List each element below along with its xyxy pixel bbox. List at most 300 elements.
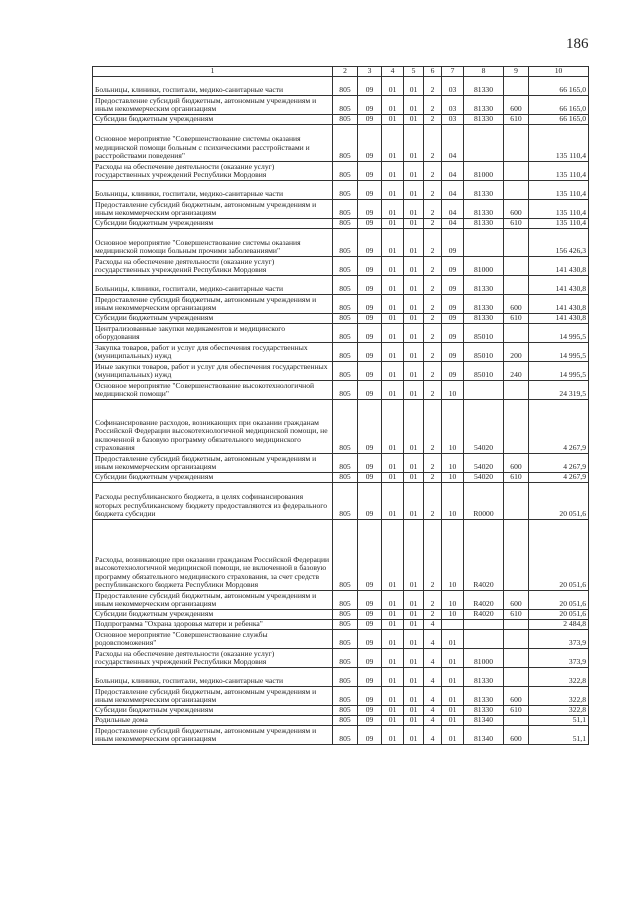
table-row bbox=[93, 324, 589, 343]
code-vr-cell: 610 bbox=[504, 314, 529, 324]
code-gl-cell: 805 bbox=[333, 362, 358, 381]
code-cs4-cell bbox=[464, 381, 504, 400]
code-cs1-cell: 01 bbox=[404, 649, 424, 668]
code-rz-cell: 09 bbox=[358, 520, 382, 591]
description-cell: Расходы республиканского бюджета, в целях софинансирования которых республиканскому бюджету предоставляются из федерального бюджета субсидии bbox=[93, 483, 333, 520]
amount-cell: 135 110,4 bbox=[529, 125, 589, 162]
description-cell: Предоставление субсидий бюджетным, автономным учреждениям и иным некоммерческим организациям bbox=[93, 454, 333, 473]
code-vr-cell bbox=[504, 229, 529, 257]
code-rz-cell: 09 bbox=[358, 77, 382, 96]
code-vr-cell bbox=[504, 520, 529, 591]
code-rz-cell: 09 bbox=[358, 115, 382, 125]
code-cs1-cell: 01 bbox=[404, 591, 424, 610]
table-row bbox=[93, 630, 589, 649]
table-row bbox=[93, 77, 589, 96]
code-cs4-cell: 54020 bbox=[464, 454, 504, 473]
code-gl-cell: 805 bbox=[333, 620, 358, 630]
code-cs3-cell: 09 bbox=[442, 276, 464, 295]
code-cs1-cell: 01 bbox=[404, 687, 424, 706]
code-rz-cell: 09 bbox=[358, 276, 382, 295]
code-cs4-cell: 81330 bbox=[464, 181, 504, 200]
code-gl-cell: 805 bbox=[333, 219, 358, 229]
code-pr-cell: 01 bbox=[382, 257, 404, 276]
code-rz-cell: 09 bbox=[358, 706, 382, 716]
code-cs1-cell: 01 bbox=[404, 520, 424, 591]
code-gl-cell: 805 bbox=[333, 610, 358, 620]
code-cs3-cell: 09 bbox=[442, 324, 464, 343]
code-cs2-cell: 2 bbox=[424, 115, 442, 125]
code-cs3-cell: 03 bbox=[442, 115, 464, 125]
code-cs1-cell: 01 bbox=[404, 77, 424, 96]
code-gl-cell: 805 bbox=[333, 400, 358, 454]
table-row bbox=[93, 687, 589, 706]
header-cell: 2 bbox=[333, 67, 358, 77]
description-cell: Субсидии бюджетным учреждениям bbox=[93, 610, 333, 620]
description-cell: Расходы на обеспечение деятельности (оказание услуг) государственных учреждений Республики Мордовия bbox=[93, 257, 333, 276]
code-cs3-cell: 01 bbox=[442, 716, 464, 726]
code-cs3-cell: 03 bbox=[442, 96, 464, 115]
header-cell: 4 bbox=[382, 67, 404, 77]
description-cell: Предоставление субсидий бюджетным, автономным учреждениям и иным некоммерческим организациям bbox=[93, 687, 333, 706]
code-cs4-cell: 81330 bbox=[464, 295, 504, 314]
amount-cell: 20 051,6 bbox=[529, 520, 589, 591]
description-cell: Подпрограмма "Охрана здоровья матери и ребенка" bbox=[93, 620, 333, 630]
code-vr-cell bbox=[504, 125, 529, 162]
amount-cell: 141 430,8 bbox=[529, 295, 589, 314]
code-cs2-cell: 4 bbox=[424, 668, 442, 687]
table-row bbox=[93, 162, 589, 181]
code-vr-cell bbox=[504, 649, 529, 668]
description-cell: Закупка товаров, работ и услуг для обеспечения государственных (муниципальных) нужд bbox=[93, 343, 333, 362]
description-cell: Родильные дома bbox=[93, 716, 333, 726]
code-cs4-cell: 81330 bbox=[464, 314, 504, 324]
code-cs4-cell: 85010 bbox=[464, 362, 504, 381]
code-cs1-cell: 01 bbox=[404, 257, 424, 276]
table-row bbox=[93, 181, 589, 200]
code-cs2-cell: 4 bbox=[424, 716, 442, 726]
header-cell: 5 bbox=[404, 67, 424, 77]
code-vr-cell bbox=[504, 162, 529, 181]
code-cs3-cell: 04 bbox=[442, 219, 464, 229]
code-cs1-cell: 01 bbox=[404, 400, 424, 454]
table-row bbox=[93, 649, 589, 668]
code-vr-cell bbox=[504, 630, 529, 649]
code-vr-cell: 610 bbox=[504, 115, 529, 125]
code-rz-cell: 09 bbox=[358, 229, 382, 257]
table-row bbox=[93, 295, 589, 314]
code-gl-cell: 805 bbox=[333, 162, 358, 181]
description-cell: Предоставление субсидий бюджетным, автономным учреждениям и иным некоммерческим организациям bbox=[93, 591, 333, 610]
amount-cell: 51,1 bbox=[529, 726, 589, 745]
code-gl-cell: 805 bbox=[333, 229, 358, 257]
code-cs4-cell: 81330 bbox=[464, 668, 504, 687]
code-vr-cell: 610 bbox=[504, 610, 529, 620]
amount-cell: 156 426,3 bbox=[529, 229, 589, 257]
code-rz-cell: 09 bbox=[358, 219, 382, 229]
code-vr-cell: 600 bbox=[504, 200, 529, 219]
code-gl-cell: 805 bbox=[333, 295, 358, 314]
description-cell: Основное мероприятие "Совершенствование службы родовспоможения" bbox=[93, 630, 333, 649]
code-gl-cell: 805 bbox=[333, 381, 358, 400]
code-rz-cell: 09 bbox=[358, 668, 382, 687]
code-cs2-cell: 2 bbox=[424, 229, 442, 257]
code-cs2-cell: 2 bbox=[424, 162, 442, 181]
code-vr-cell: 200 bbox=[504, 343, 529, 362]
code-cs4-cell: 81330 bbox=[464, 706, 504, 716]
code-vr-cell bbox=[504, 381, 529, 400]
code-rz-cell: 09 bbox=[358, 181, 382, 200]
code-vr-cell bbox=[504, 324, 529, 343]
code-vr-cell: 600 bbox=[504, 687, 529, 706]
code-cs1-cell: 01 bbox=[404, 162, 424, 181]
code-pr-cell: 01 bbox=[382, 229, 404, 257]
code-cs1-cell: 01 bbox=[404, 630, 424, 649]
amount-cell: 66 165,0 bbox=[529, 96, 589, 115]
page-number: 186 bbox=[566, 36, 589, 52]
code-rz-cell: 09 bbox=[358, 726, 382, 745]
code-cs1-cell: 01 bbox=[404, 115, 424, 125]
code-cs4-cell: 81330 bbox=[464, 115, 504, 125]
code-cs2-cell: 4 bbox=[424, 630, 442, 649]
table-row bbox=[93, 381, 589, 400]
table-row bbox=[93, 257, 589, 276]
amount-cell: 4 267,9 bbox=[529, 400, 589, 454]
code-cs2-cell: 4 bbox=[424, 687, 442, 706]
code-cs3-cell: 04 bbox=[442, 125, 464, 162]
code-cs1-cell: 01 bbox=[404, 276, 424, 295]
description-cell: Основное мероприятие "Совершенствование системы оказания медицинской помощи больным с психическими расстройствами и расстройствами поведения" bbox=[93, 125, 333, 162]
code-pr-cell: 01 bbox=[382, 125, 404, 162]
code-rz-cell: 09 bbox=[358, 716, 382, 726]
code-gl-cell: 805 bbox=[333, 96, 358, 115]
description-cell: Больницы, клиники, госпитали, медико-санитарные части bbox=[93, 181, 333, 200]
table-body bbox=[93, 67, 589, 745]
description-cell: Основное мероприятие "Совершенствование системы оказания медицинской помощи больным прочими заболеваниями" bbox=[93, 229, 333, 257]
code-cs3-cell: 10 bbox=[442, 400, 464, 454]
code-cs4-cell: 81330 bbox=[464, 77, 504, 96]
code-vr-cell: 600 bbox=[504, 295, 529, 314]
code-cs4-cell bbox=[464, 630, 504, 649]
amount-cell: 373,9 bbox=[529, 630, 589, 649]
code-gl-cell: 805 bbox=[333, 591, 358, 610]
code-cs3-cell bbox=[442, 620, 464, 630]
code-vr-cell: 600 bbox=[504, 726, 529, 745]
code-cs2-cell: 2 bbox=[424, 257, 442, 276]
amount-cell: 135 110,4 bbox=[529, 181, 589, 200]
code-cs2-cell: 4 bbox=[424, 649, 442, 668]
header-cell: 1 bbox=[93, 67, 333, 77]
code-gl-cell: 805 bbox=[333, 706, 358, 716]
description-cell: Субсидии бюджетным учреждениям bbox=[93, 219, 333, 229]
code-gl-cell: 805 bbox=[333, 77, 358, 96]
code-rz-cell: 09 bbox=[358, 483, 382, 520]
description-cell: Предоставление субсидий бюджетным, автономным учреждениям и иным некоммерческим организациям bbox=[93, 200, 333, 219]
code-gl-cell: 805 bbox=[333, 343, 358, 362]
amount-cell: 373,9 bbox=[529, 649, 589, 668]
code-cs4-cell: 81330 bbox=[464, 219, 504, 229]
code-rz-cell: 09 bbox=[358, 591, 382, 610]
amount-cell: 20 051,6 bbox=[529, 483, 589, 520]
code-cs3-cell: 04 bbox=[442, 181, 464, 200]
description-cell: Расходы, возникающие при оказании гражданам Российской Федерации высокотехнологичной медицинской помощи, не включенной в базовую программу обязательного медицинского страхования, за счет средств республиканского бюджета Республики Мордовия bbox=[93, 520, 333, 591]
code-pr-cell: 01 bbox=[382, 324, 404, 343]
code-cs3-cell: 04 bbox=[442, 162, 464, 181]
code-cs2-cell: 2 bbox=[424, 276, 442, 295]
header-cell: 3 bbox=[358, 67, 382, 77]
code-pr-cell: 01 bbox=[382, 400, 404, 454]
code-cs1-cell: 01 bbox=[404, 295, 424, 314]
code-cs4-cell: 81340 bbox=[464, 716, 504, 726]
amount-cell: 135 110,4 bbox=[529, 200, 589, 219]
description-cell: Больницы, клиники, госпитали, медико-санитарные части bbox=[93, 668, 333, 687]
code-cs1-cell: 01 bbox=[404, 668, 424, 687]
code-cs1-cell: 01 bbox=[404, 362, 424, 381]
code-vr-cell: 610 bbox=[504, 219, 529, 229]
description-cell: Предоставление субсидий бюджетным, автономным учреждениям и иным некоммерческим организациям bbox=[93, 726, 333, 745]
table-row bbox=[93, 96, 589, 115]
code-cs1-cell: 01 bbox=[404, 610, 424, 620]
code-cs4-cell: 54020 bbox=[464, 400, 504, 454]
code-pr-cell: 01 bbox=[382, 620, 404, 630]
code-rz-cell: 09 bbox=[358, 381, 382, 400]
code-rz-cell: 09 bbox=[358, 649, 382, 668]
code-vr-cell bbox=[504, 181, 529, 200]
table-row bbox=[93, 276, 589, 295]
code-cs4-cell: 54020 bbox=[464, 473, 504, 483]
code-cs1-cell: 01 bbox=[404, 125, 424, 162]
code-cs3-cell: 10 bbox=[442, 591, 464, 610]
code-gl-cell: 805 bbox=[333, 276, 358, 295]
code-cs3-cell: 01 bbox=[442, 649, 464, 668]
amount-cell: 66 165,0 bbox=[529, 115, 589, 125]
table-row bbox=[93, 668, 589, 687]
code-cs1-cell: 01 bbox=[404, 716, 424, 726]
table-row bbox=[93, 115, 589, 125]
code-gl-cell: 805 bbox=[333, 630, 358, 649]
amount-cell: 51,1 bbox=[529, 716, 589, 726]
code-cs1-cell: 01 bbox=[404, 473, 424, 483]
code-cs2-cell: 2 bbox=[424, 125, 442, 162]
code-pr-cell: 01 bbox=[382, 630, 404, 649]
amount-cell: 141 430,8 bbox=[529, 276, 589, 295]
code-cs4-cell: 81000 bbox=[464, 649, 504, 668]
code-cs1-cell: 01 bbox=[404, 229, 424, 257]
code-cs3-cell: 09 bbox=[442, 295, 464, 314]
description-cell: Субсидии бюджетным учреждениям bbox=[93, 314, 333, 324]
code-cs4-cell: 81340 bbox=[464, 726, 504, 745]
code-pr-cell: 01 bbox=[382, 295, 404, 314]
amount-cell: 322,8 bbox=[529, 687, 589, 706]
code-gl-cell: 805 bbox=[333, 314, 358, 324]
code-gl-cell: 805 bbox=[333, 716, 358, 726]
code-vr-cell: 600 bbox=[504, 591, 529, 610]
table-row bbox=[93, 726, 589, 745]
code-cs2-cell: 2 bbox=[424, 591, 442, 610]
amount-cell: 66 165,0 bbox=[529, 77, 589, 96]
description-cell: Предоставление субсидий бюджетным, автономным учреждениям и иным некоммерческим организациям bbox=[93, 295, 333, 314]
code-rz-cell: 09 bbox=[358, 400, 382, 454]
code-cs1-cell: 01 bbox=[404, 726, 424, 745]
code-pr-cell: 01 bbox=[382, 362, 404, 381]
code-cs2-cell: 2 bbox=[424, 400, 442, 454]
table-row bbox=[93, 610, 589, 620]
table-row bbox=[93, 219, 589, 229]
table-row bbox=[93, 362, 589, 381]
code-rz-cell: 09 bbox=[358, 620, 382, 630]
code-rz-cell: 09 bbox=[358, 687, 382, 706]
amount-cell: 2 484,8 bbox=[529, 620, 589, 630]
code-pr-cell: 01 bbox=[382, 115, 404, 125]
code-cs4-cell: 85010 bbox=[464, 324, 504, 343]
code-rz-cell: 09 bbox=[358, 473, 382, 483]
code-cs1-cell: 01 bbox=[404, 324, 424, 343]
code-rz-cell: 09 bbox=[358, 314, 382, 324]
code-rz-cell: 09 bbox=[358, 454, 382, 473]
code-cs2-cell: 4 bbox=[424, 726, 442, 745]
code-pr-cell: 01 bbox=[382, 649, 404, 668]
table-row bbox=[93, 520, 589, 591]
code-cs1-cell: 01 bbox=[404, 483, 424, 520]
code-cs2-cell: 2 bbox=[424, 219, 442, 229]
description-cell: Иные закупки товаров, работ и услуг для обеспечения государственных (муниципальных) нужд bbox=[93, 362, 333, 381]
code-cs4-cell: R0000 bbox=[464, 483, 504, 520]
code-gl-cell: 805 bbox=[333, 324, 358, 343]
code-gl-cell: 805 bbox=[333, 257, 358, 276]
code-pr-cell: 01 bbox=[382, 219, 404, 229]
code-cs3-cell: 01 bbox=[442, 687, 464, 706]
code-cs2-cell: 2 bbox=[424, 295, 442, 314]
header-cell: 7 bbox=[442, 67, 464, 77]
code-cs3-cell: 01 bbox=[442, 668, 464, 687]
code-gl-cell: 805 bbox=[333, 115, 358, 125]
code-vr-cell bbox=[504, 620, 529, 630]
code-pr-cell: 01 bbox=[382, 668, 404, 687]
code-cs4-cell: 81330 bbox=[464, 200, 504, 219]
table-row bbox=[93, 706, 589, 716]
description-cell: Расходы на обеспечение деятельности (оказание услуг) государственных учреждений Республики Мордовия bbox=[93, 162, 333, 181]
table-row bbox=[93, 229, 589, 257]
code-vr-cell bbox=[504, 257, 529, 276]
code-vr-cell: 610 bbox=[504, 706, 529, 716]
code-gl-cell: 805 bbox=[333, 726, 358, 745]
code-cs2-cell: 2 bbox=[424, 483, 442, 520]
code-vr-cell: 600 bbox=[504, 454, 529, 473]
code-pr-cell: 01 bbox=[382, 200, 404, 219]
table-row bbox=[93, 591, 589, 610]
code-cs2-cell: 2 bbox=[424, 96, 442, 115]
table-row bbox=[93, 716, 589, 726]
amount-cell: 24 319,5 bbox=[529, 381, 589, 400]
code-cs3-cell: 09 bbox=[442, 229, 464, 257]
code-rz-cell: 09 bbox=[358, 362, 382, 381]
code-pr-cell: 01 bbox=[382, 314, 404, 324]
code-cs1-cell: 01 bbox=[404, 314, 424, 324]
budget-table bbox=[92, 66, 589, 745]
code-pr-cell: 01 bbox=[382, 473, 404, 483]
code-cs2-cell: 2 bbox=[424, 454, 442, 473]
code-pr-cell: 01 bbox=[382, 162, 404, 181]
code-gl-cell: 805 bbox=[333, 473, 358, 483]
code-cs3-cell: 10 bbox=[442, 610, 464, 620]
code-rz-cell: 09 bbox=[358, 324, 382, 343]
code-pr-cell: 01 bbox=[382, 276, 404, 295]
code-cs3-cell: 04 bbox=[442, 200, 464, 219]
table-row bbox=[93, 473, 589, 483]
code-pr-cell: 01 bbox=[382, 77, 404, 96]
code-rz-cell: 09 bbox=[358, 125, 382, 162]
code-cs3-cell: 10 bbox=[442, 381, 464, 400]
code-cs3-cell: 10 bbox=[442, 454, 464, 473]
code-cs1-cell: 01 bbox=[404, 96, 424, 115]
code-vr-cell bbox=[504, 77, 529, 96]
amount-cell: 322,8 bbox=[529, 668, 589, 687]
description-cell: Расходы на обеспечение деятельности (оказание услуг) государственных учреждений Республики Мордовия bbox=[93, 649, 333, 668]
table-row bbox=[93, 620, 589, 630]
code-cs2-cell: 2 bbox=[424, 200, 442, 219]
code-vr-cell: 600 bbox=[504, 96, 529, 115]
amount-cell: 141 430,8 bbox=[529, 314, 589, 324]
code-cs4-cell: 81000 bbox=[464, 257, 504, 276]
code-rz-cell: 09 bbox=[358, 96, 382, 115]
code-vr-cell: 610 bbox=[504, 473, 529, 483]
code-cs4-cell: R4020 bbox=[464, 520, 504, 591]
code-gl-cell: 805 bbox=[333, 200, 358, 219]
table-row bbox=[93, 343, 589, 362]
code-gl-cell: 805 bbox=[333, 687, 358, 706]
amount-cell: 14 995,5 bbox=[529, 362, 589, 381]
header-cell: 10 bbox=[529, 67, 589, 77]
code-cs1-cell: 01 bbox=[404, 181, 424, 200]
code-pr-cell: 01 bbox=[382, 591, 404, 610]
amount-cell: 135 110,4 bbox=[529, 219, 589, 229]
code-cs3-cell: 09 bbox=[442, 343, 464, 362]
code-cs4-cell: R4020 bbox=[464, 610, 504, 620]
table-row bbox=[93, 483, 589, 520]
description-cell: Больницы, клиники, госпитали, медико-санитарные части bbox=[93, 77, 333, 96]
code-cs3-cell: 10 bbox=[442, 520, 464, 591]
code-cs3-cell: 01 bbox=[442, 726, 464, 745]
code-cs4-cell: R4020 bbox=[464, 591, 504, 610]
code-cs1-cell: 01 bbox=[404, 706, 424, 716]
code-cs2-cell: 2 bbox=[424, 343, 442, 362]
code-pr-cell: 01 bbox=[382, 96, 404, 115]
code-cs4-cell bbox=[464, 125, 504, 162]
code-vr-cell bbox=[504, 400, 529, 454]
amount-cell: 322,8 bbox=[529, 706, 589, 716]
amount-cell: 14 995,5 bbox=[529, 324, 589, 343]
code-rz-cell: 09 bbox=[358, 162, 382, 181]
code-cs1-cell: 01 bbox=[404, 620, 424, 630]
code-cs1-cell: 01 bbox=[404, 381, 424, 400]
code-cs2-cell: 2 bbox=[424, 520, 442, 591]
code-cs4-cell: 81330 bbox=[464, 687, 504, 706]
description-cell: Субсидии бюджетным учреждениям bbox=[93, 473, 333, 483]
description-cell: Больницы, клиники, госпитали, медико-санитарные части bbox=[93, 276, 333, 295]
amount-cell: 20 051,6 bbox=[529, 591, 589, 610]
description-cell: Субсидии бюджетным учреждениям bbox=[93, 706, 333, 716]
code-pr-cell: 01 bbox=[382, 381, 404, 400]
amount-cell: 20 051,6 bbox=[529, 610, 589, 620]
code-cs3-cell: 03 bbox=[442, 77, 464, 96]
code-cs4-cell bbox=[464, 229, 504, 257]
amount-cell: 135 110,4 bbox=[529, 162, 589, 181]
description-cell: Централизованные закупки медикаментов и медицинского оборудования bbox=[93, 324, 333, 343]
code-pr-cell: 01 bbox=[382, 483, 404, 520]
code-cs2-cell: 4 bbox=[424, 706, 442, 716]
code-cs4-cell: 81330 bbox=[464, 276, 504, 295]
code-cs3-cell: 09 bbox=[442, 314, 464, 324]
code-vr-cell: 240 bbox=[504, 362, 529, 381]
